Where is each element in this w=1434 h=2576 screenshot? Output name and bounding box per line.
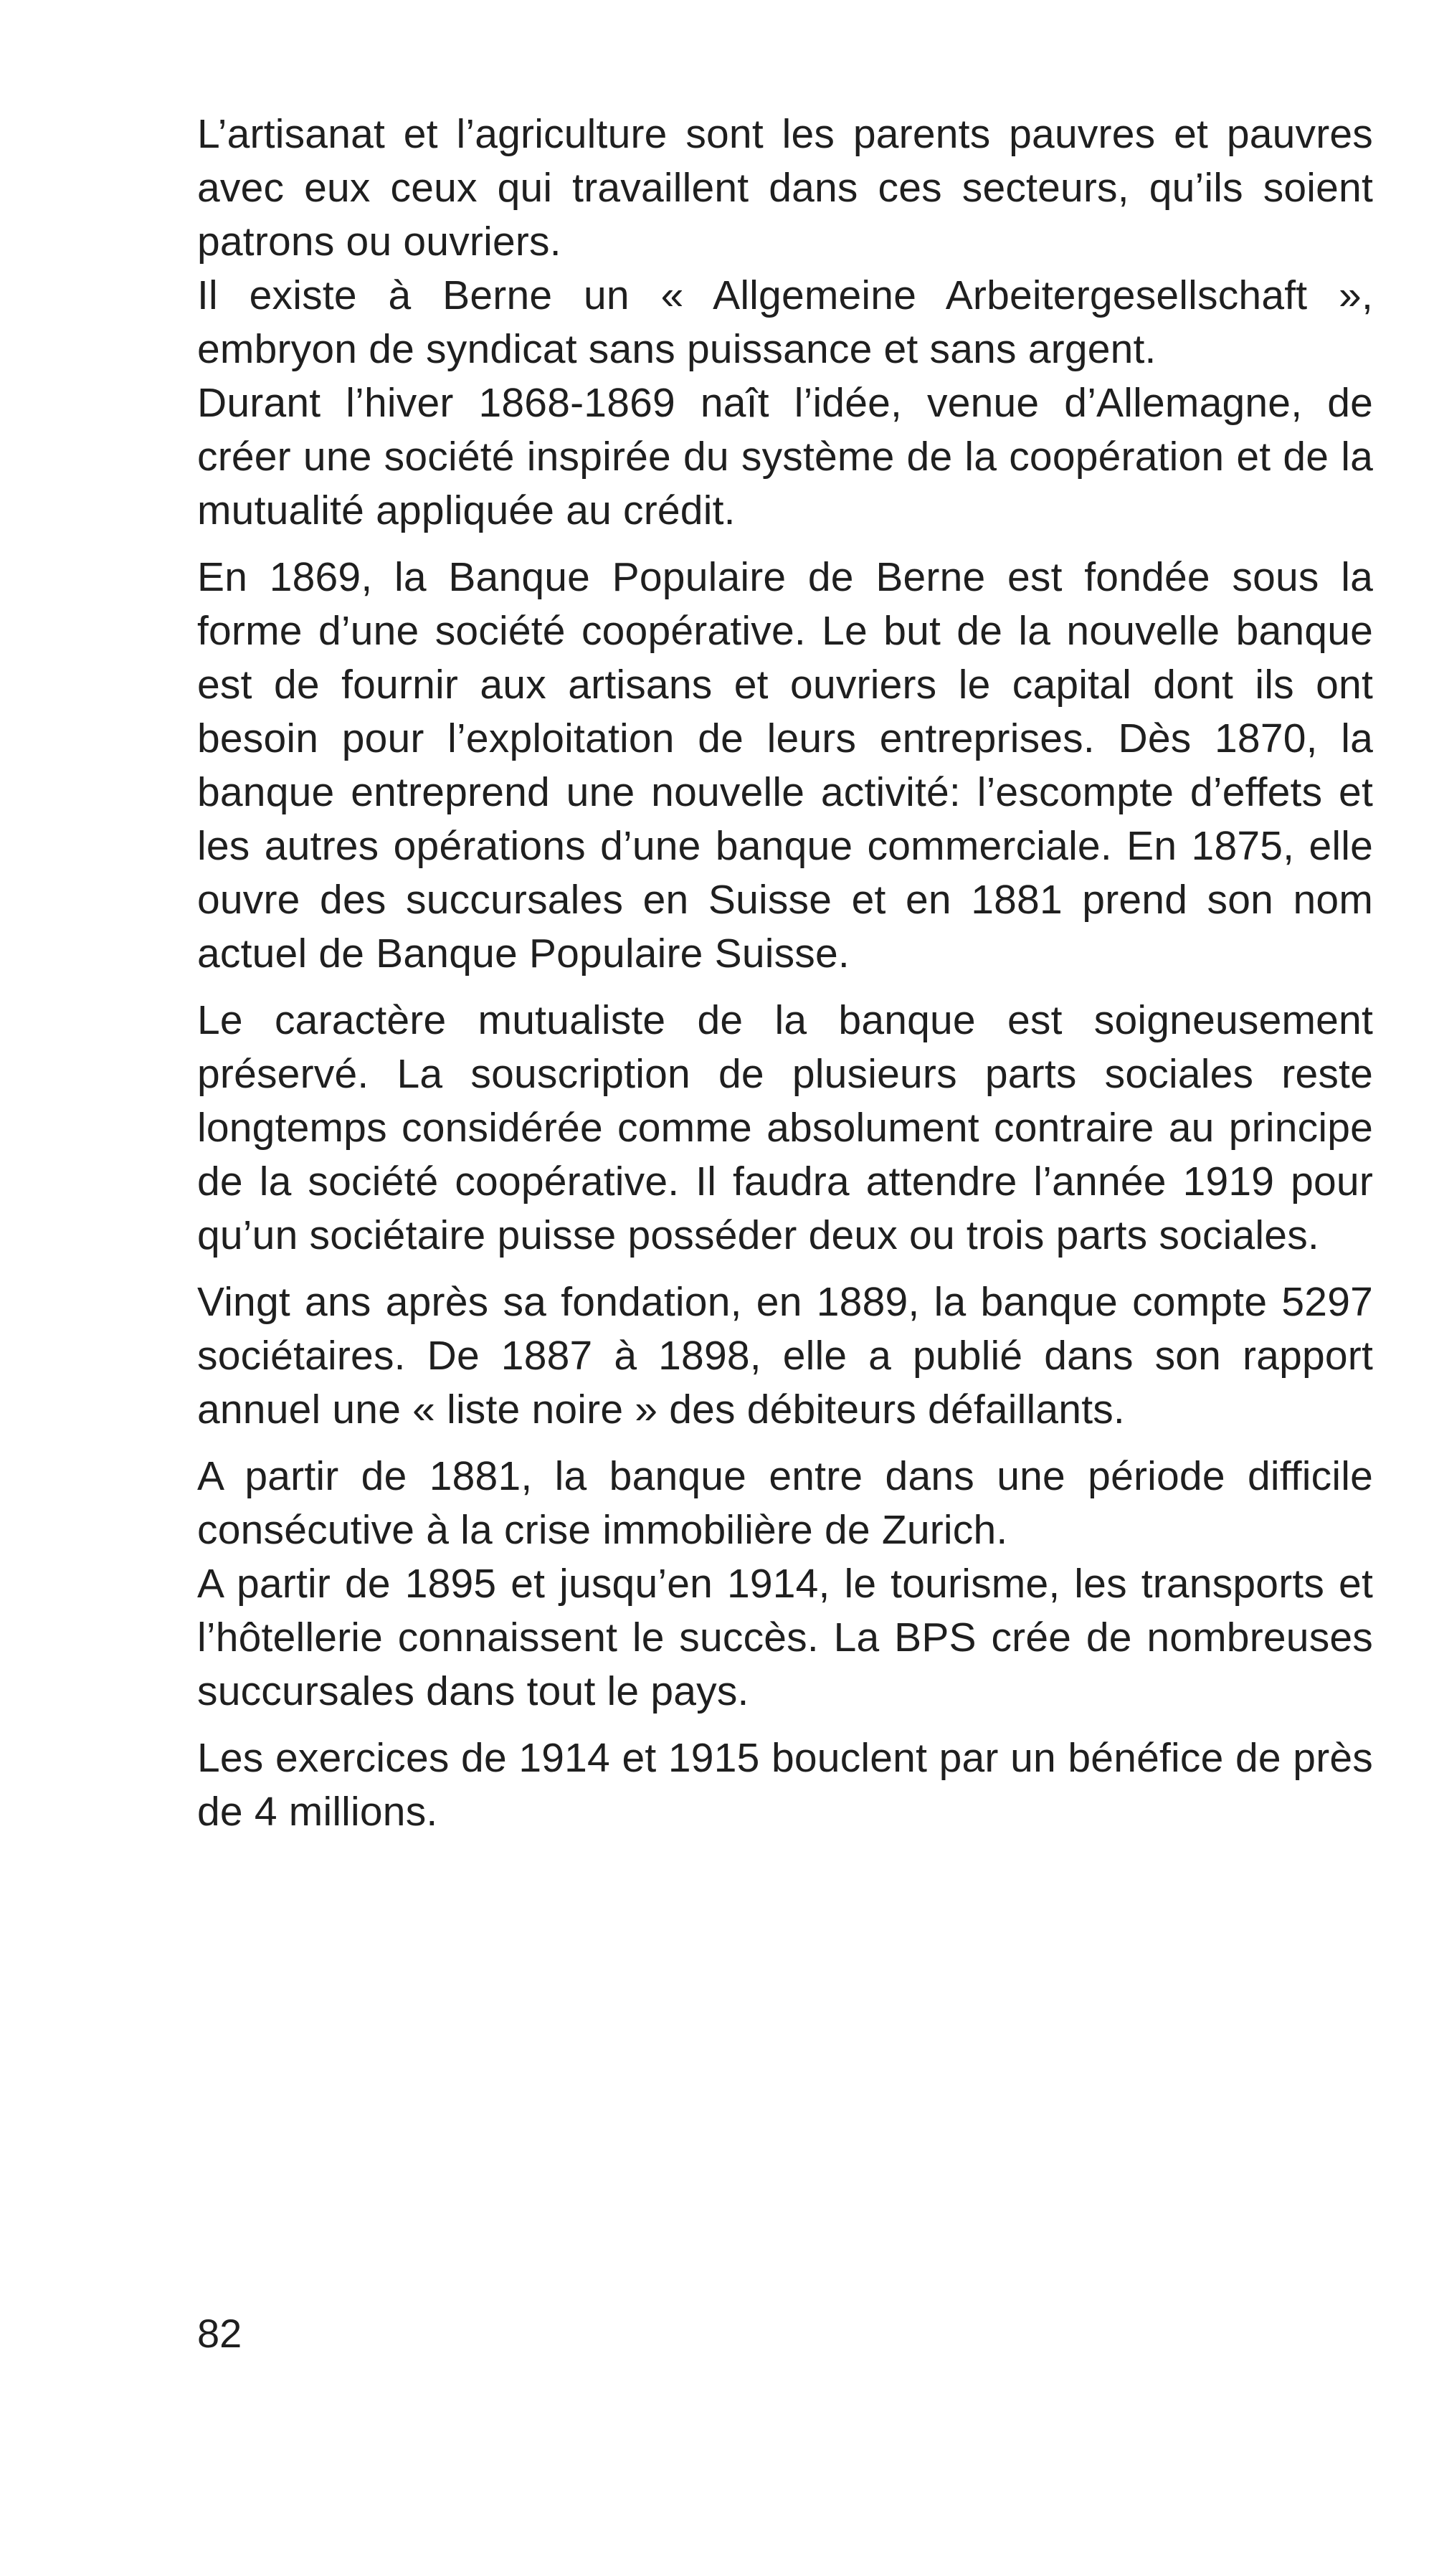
paragraph-exercices-1914: Les exercices de 1914 et 1915 bouclent par un bénéfice de près de 4 millions.: [197, 1735, 1373, 1835]
paragraph-tourisme-1895: A partir de 1895 et jusqu’en 1914, le tourisme, les transports et l’hôtellerie connaissent le succès. La BPS crée de nombreuses succursales dans tout le pays.: [197, 1561, 1373, 1714]
paragraph-crise-1881: A partir de 1881, la banque entre dans une période difficile consécutive à la crise immobilière de Zurich.: [197, 1453, 1373, 1553]
paragraph-caractere-mutualiste: Le caractère mutualiste de la banque est soigneusement préservé. La souscription de plusieurs parts sociales reste longtemps considérée comme absolument contraire au principe de la société coopérative. Il faudra attendre l’année 1919 pour qu’un sociétaire puisse posséder deux ou trois parts sociales.: [197, 997, 1373, 1258]
paragraph-artisanat: L’artisanat et l’agriculture sont les parents pauvres et pauvres avec eux ceux qui travaillent dans ces secteurs, qu’ils soient patrons ou ouvriers.: [197, 111, 1373, 265]
page-number: 82: [197, 2311, 242, 2356]
paragraph-societaires-1889: Vingt ans après sa fondation, en 1889, la banque compte 5297 sociétaires. De 1887 à 1898, elle a publié dans son rapport annuel une « liste noire » des débiteurs défaillants.: [197, 1279, 1373, 1432]
paragraph-hiver-1868: Durant l’hiver 1868-1869 naît l’idée, venue d’Allemagne, de créer une société inspirée du système de la coopération et de la mutualité appliquée au crédit.: [197, 380, 1373, 533]
paragraph-arbeitergesellschaft: Il existe à Berne un « Allgemeine Arbeitergesellschaft », embryon de syndicat sans puissance et sans argent.: [197, 272, 1373, 372]
page-body: [197, 108, 1373, 1852]
paragraph-fondation-1869: En 1869, la Banque Populaire de Berne est fondée sous la forme d’une société coopérative. Le but de la nouvelle banque est de fournir aux artisans et ouvriers le capital dont ils ont besoin pour l’exploitation de leurs entreprises. Dès 1870, la banque entreprend une nouvelle activité: l’escompte d’effets et les autres opérations d’une banque commerciale. En 1875, elle ouvre des succursales en Suisse et en 1881 prend son nom actuel de Banque Populaire Suisse.: [197, 554, 1373, 976]
